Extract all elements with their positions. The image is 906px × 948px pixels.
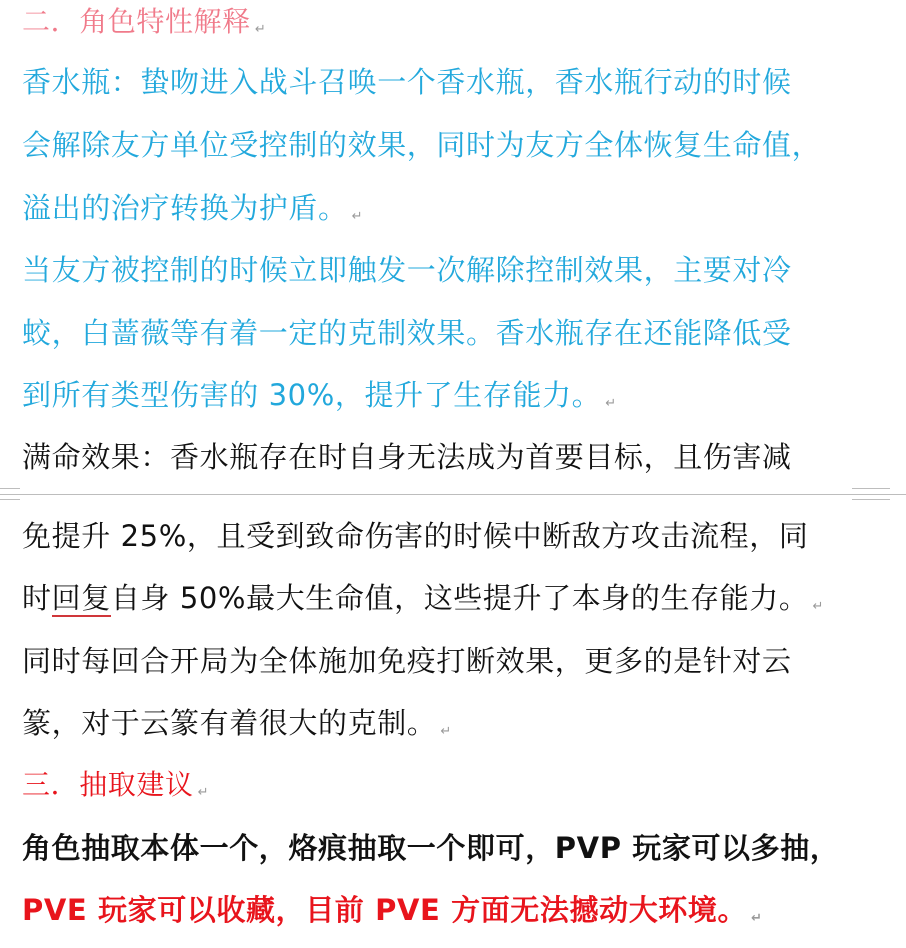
paragraph-mark-icon: ↵ — [351, 209, 363, 224]
full-constellation-line-3: 时回复自身 50%最大生命值，这些提升了本身的生存能力。 ↵ — [22, 581, 824, 615]
advice-line-1: 角色抽取本体一个，烙痕抽取一个即可，PVP 玩家可以多抽， — [22, 831, 840, 865]
paragraph-mark-icon: ↵ — [751, 911, 763, 926]
perfume-paragraph-line-3: 溢出的治疗转换为护盾。 ↵ — [22, 191, 363, 225]
section-3-heading — [22, 765, 209, 813]
perfume-paragraph-line-1: 香水瓶：蛰吻进入战斗召唤一个香水瓶，香水瓶行动的时候 — [22, 65, 792, 99]
paragraph-mark-icon: ↵ — [254, 22, 266, 37]
paragraph-mark-icon: ↵ — [440, 724, 452, 739]
advice-line-2: PVE 玩家可以收藏，目前 PVE 方面无法撼动大环境。 ↵ — [22, 893, 763, 927]
spellcheck-underline-word: 回复 — [51, 581, 111, 615]
paragraph-mark-icon: ↵ — [605, 396, 617, 411]
full-constellation-line-1: 满命效果：香水瓶存在时自身无法成为首要目标，且伤害减 — [22, 440, 792, 474]
control-paragraph-line-2: 蛟，白蔷薇等有着一定的克制效果。香水瓶存在还能降低受 — [22, 316, 792, 350]
immunity-paragraph-line-2: 篆，对于云篆有着很大的克制。 ↵ — [22, 706, 452, 740]
page-break-divider — [0, 494, 906, 495]
control-paragraph-line-1: 当友方被控制的时候立即触发一次解除控制效果，主要对冷 — [22, 253, 792, 287]
section-3-title: 三．抽取建议 — [22, 768, 194, 801]
perfume-paragraph-line-2: 会解除友方单位受控制的效果，同时为友方全体恢复生命值， — [22, 128, 822, 162]
section-2-heading — [22, 2, 266, 50]
full-constellation-line-2: 免提升 25%，且受到致命伤害的时候中断敌方攻击流程，同 — [22, 519, 809, 553]
paragraph-mark-icon: ↵ — [197, 785, 209, 800]
immunity-paragraph-line-1: 同时每回合开局为全体施加免疫打断效果，更多的是针对云 — [22, 644, 792, 678]
page-break-marker-left — [0, 488, 20, 500]
section-2-title: 二．角色特性解释 — [22, 5, 251, 38]
page-break-marker-right — [852, 488, 890, 500]
control-paragraph-line-3: 到所有类型伤害的 30%，提升了生存能力。 ↵ — [22, 378, 617, 412]
paragraph-mark-icon: ↵ — [812, 599, 824, 614]
